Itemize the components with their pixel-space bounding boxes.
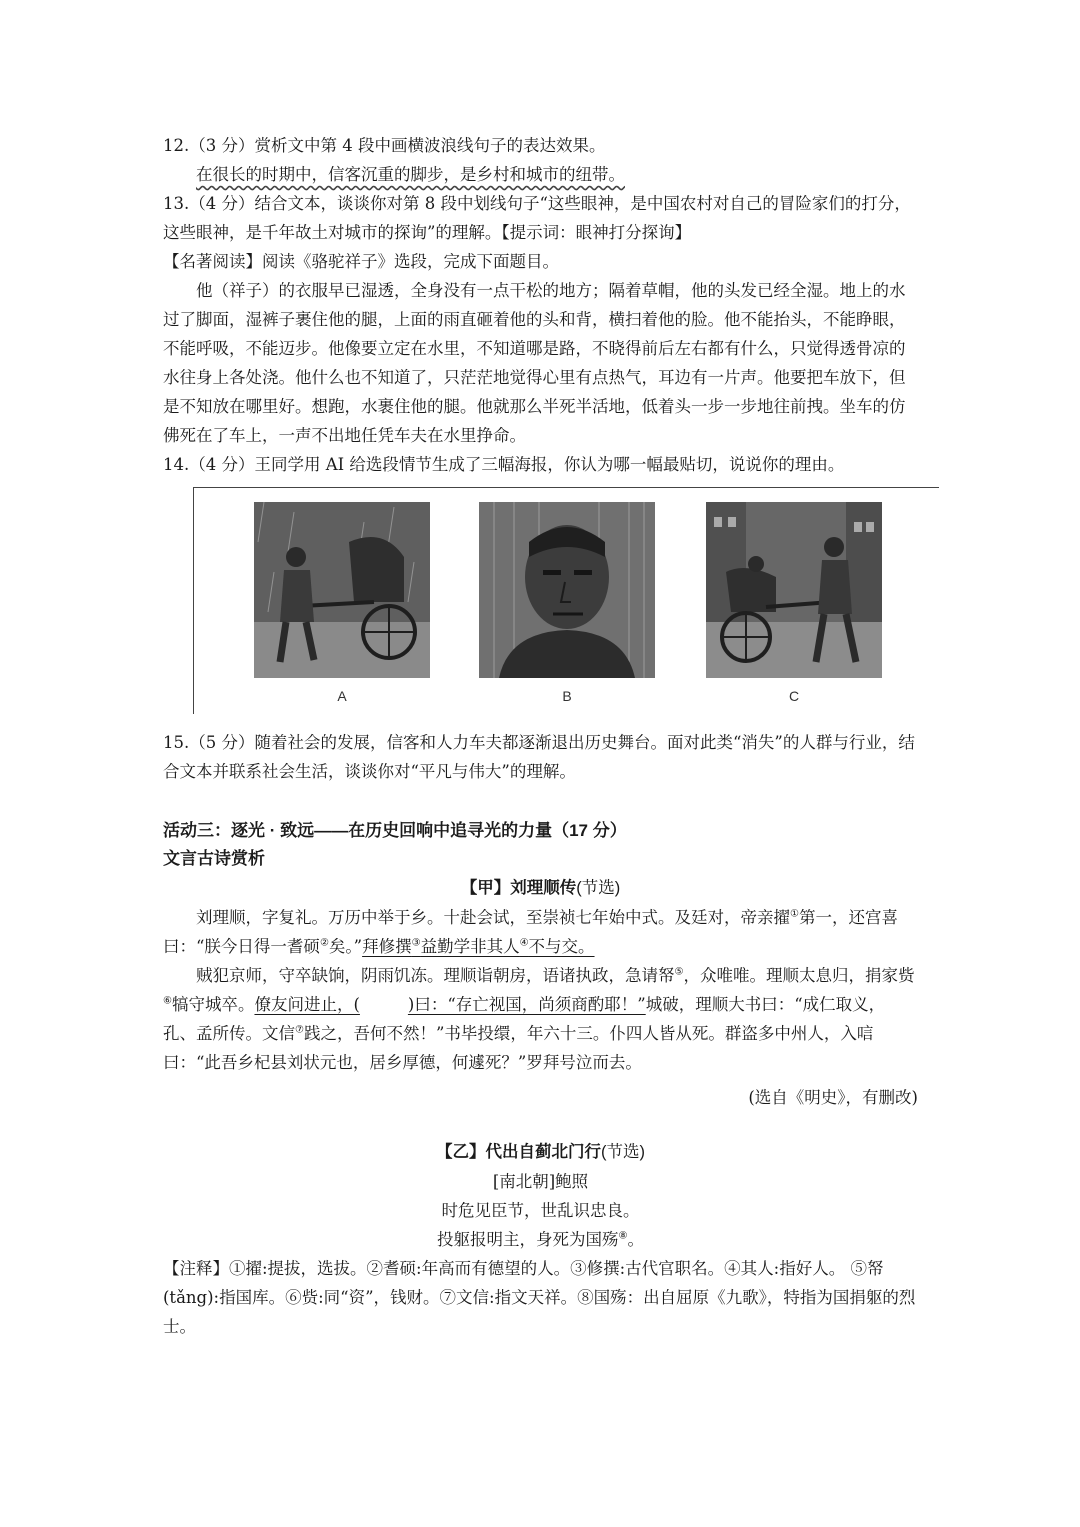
yi-line2-text-a: 投躯报明主，身死为国殇: [437, 1230, 619, 1249]
footnote-marker-8: ⑧: [618, 1230, 628, 1242]
question-13: 13.（4 分）结合文本，谈谈你对第 8 段中划线句子“这些眼神，是中国农村对自己的冒险家们的打分，这些眼神，是千年故土对城市的探询”的理解。【提示词：眼神打分探询】: [163, 194, 911, 242]
jia-p1-text-e: 益勤学非其人: [420, 937, 520, 956]
jia-p2-text-f: 城破，理顺大书曰：“成仁取义，孔、孟所传。文信: [163, 995, 886, 1043]
question-12: 12.（3 分）赏析文中第 4 段中画横波浪线句子的表达效果。: [163, 136, 606, 155]
poster-a-image: [254, 502, 430, 678]
jia-p2-underlined: [254, 995, 645, 1014]
jia-p2-text-a: 贼犯京师，守卒缺饷，阴雨饥冻。理顺诣朝房，语诸执政，急请帑: [196, 966, 675, 985]
poster-a-label: A: [337, 688, 347, 704]
annotations: 【注释】①擢:提拔，选拔。②耆硕:年高而有德望的人。③修撰:古代官职名。④其人:指好人。 ⑤帑(tǎng):指国库。⑥赀:同“资”，钱财。⑦文信:指文天祥。⑧国殇：出自屈原《九歌》，特指为国捐躯的烈士。: [163, 1259, 916, 1336]
yi-poem-line-1: 时危见臣节，世乱识忠良。: [441, 1201, 640, 1220]
rickshaw-puller-rain-icon: [254, 502, 430, 678]
jia-paragraph-2: [163, 961, 918, 1077]
jia-p2-text-d: 僚友问进止，(: [254, 995, 360, 1014]
jia-title-note: (节选): [576, 879, 621, 897]
yi-title-note: (节选): [601, 1143, 645, 1161]
footnote-marker-2: ②: [319, 937, 329, 949]
famous-reading-intro: 【名著阅读】阅读《骆驼祥子》选段，完成下面题目。: [163, 252, 559, 271]
question-15: 15.（5 分）随着社会的发展，信客和人力车夫都逐渐退出历史舞台。面对此类“消失”的人群与行业，结合文本并联系社会生活，谈谈你对“平凡与伟大”的理解。: [163, 733, 915, 781]
jia-title-main: 【甲】刘理顺传: [460, 879, 577, 897]
poster-c-label: C: [788, 688, 800, 704]
activity-3-heading: 活动三：逐光 · 致远——在历史回响中追寻光的力量（17 分）: [163, 821, 627, 840]
footnote-marker-7: ⑦: [295, 1024, 304, 1036]
footnote-marker-6: ⑥: [163, 995, 172, 1007]
jia-p1-underlined: [362, 937, 594, 956]
jia-p2-text-e: )曰：“存亡视国，尚须商酌耶！”: [407, 995, 646, 1014]
yi-title-main: 【乙】代出自蓟北门行: [436, 1143, 601, 1161]
jia-p1-text-c: 矣。”: [328, 937, 363, 956]
face-portrait-rain-icon: [479, 502, 655, 678]
yi-title: [163, 1138, 918, 1167]
page-content: [163, 131, 918, 1341]
jia-p2-text-g: 践之，吾何不然！”书毕投缳，年六十三。仆四人皆从死。群盗多中州人，入唁曰：“此吾乡杞县刘状元也，居乡厚德，何遽死？”罗拜号泣而去。: [163, 1024, 874, 1072]
activity-3-subheading: 文言古诗赏析: [163, 849, 265, 868]
footnote-marker-3: ③: [411, 937, 421, 949]
rickshaw-street-rain-icon: [706, 502, 882, 678]
footnote-marker-4: ④: [519, 937, 529, 949]
jia-p1-text-a: 刘理顺，字复礼。万历中举于乡。十赴会试，至崇祯七年始中式。及廷对，帝亲擢: [196, 908, 790, 927]
jia-p2-text-c: 犒守城卒。: [171, 995, 255, 1014]
yi-line2-text-b: 。: [627, 1230, 644, 1249]
poster-panel: [193, 487, 939, 714]
jia-title: [163, 874, 918, 903]
jia-p1-text-d: 拜修撰: [362, 937, 412, 956]
yi-poem-line-2: [163, 1225, 918, 1254]
jia-p2-text-b: ，众唯唯。理顺太息归，捐家赀: [683, 966, 915, 985]
poster-b-label: B: [562, 688, 572, 704]
poster-b-image: [479, 502, 655, 678]
footnote-marker-1: ①: [790, 908, 799, 920]
question-14: 14.（4 分）王同学用 AI 给选段情节生成了三幅海报，你认为哪一幅最贴切，说说你的理由。: [163, 455, 845, 474]
yi-author: [南北朝]鲍照: [492, 1172, 589, 1191]
footnote-marker-5: ⑤: [674, 966, 684, 978]
jia-source: (选自《明史》，有删改): [748, 1088, 918, 1107]
camel-xiangzi-passage: 他（祥子）的衣服早已湿透，全身没有一点干松的地方；隔着草帽，他的头发已经全湿。地上的水过了脚面，湿裤子裹住他的腿，上面的雨直砸着他的头和背，横扫着他的脸。他不能抬头，不能睁眼，不能呼吸，不能迈步。他像要立定在水里，不知道哪是路，不晓得前后左右都有什么，只觉得透骨凉的水往身上各处浇。他什么也不知道了，只茫茫地觉得心里有点热气，耳边有一片声。他要把车放下，但是不知放在哪里好。想跑，水裹住他的腿。他就那么半死半活地，低着头一步一步地往前拽。坐车的仿佛死在了车上，一声不出地任凭车夫在水里挣命。: [163, 281, 906, 445]
jia-p1-text-f: 不与交。: [528, 937, 595, 956]
wavy-underlined-sentence: 在很长的时期中，信客沉重的脚步，是乡村和城市的纽带。: [196, 165, 625, 184]
jia-p1-text-b: 第一，还宫喜曰：“朕今日得一耆硕: [163, 908, 898, 956]
poster-c-image: [706, 502, 882, 678]
question-12-sentence: [163, 160, 918, 189]
jia-paragraph-1: [163, 903, 918, 961]
